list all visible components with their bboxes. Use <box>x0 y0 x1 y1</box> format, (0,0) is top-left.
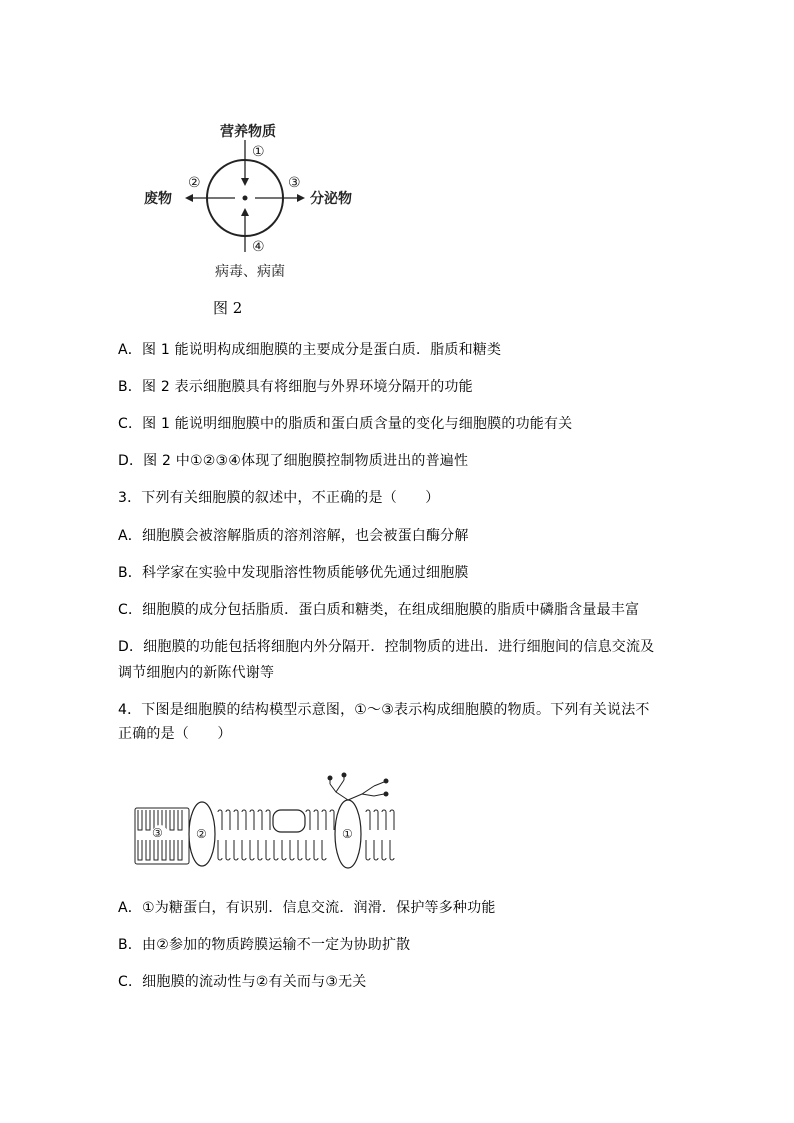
figure-2-diagram <box>130 110 380 290</box>
membrane-model-diagram <box>130 772 410 872</box>
q3-option-d-line2: 调节细胞内的新陈代谢等 <box>118 665 275 681</box>
marker-2: ② <box>196 827 207 841</box>
q3-option-a: A．细胞膜会被溶解脂质的溶剂溶解，也会被蛋白酶分解 <box>118 528 469 544</box>
marker-1: ① <box>342 827 353 841</box>
q2-option-b: B．图 2 表示细胞膜具有将细胞与外界环境分隔开的功能 <box>118 379 473 395</box>
q3-stem: 3．下列有关细胞膜的叙述中，不正确的是（ ） <box>118 490 440 506</box>
q3-option-c: C．细胞膜的成分包括脂质．蛋白质和糖类，在组成细胞膜的脂质中磷脂含量最丰富 <box>118 602 640 618</box>
q2-option-a: A．图 1 能说明构成细胞膜的主要成分是蛋白质．脂质和糖类 <box>118 342 502 358</box>
q4-stem-line2: 正确的是（ ） <box>118 726 232 742</box>
figure-2-caption: 图 2 <box>213 299 243 317</box>
sugar-chains <box>330 776 384 800</box>
q3-option-d-line1: D．细胞膜的功能包括将细胞内外分隔开．控制物质的进出．进行细胞间的信息交流及 <box>118 639 655 655</box>
label-viruses: 病毒、病菌 <box>215 264 285 280</box>
embedded-protein <box>273 810 305 832</box>
num-4: ④ <box>252 239 265 255</box>
q4-option-c: C．细胞膜的流动性与②有关而与③无关 <box>118 974 367 990</box>
protein-2 <box>189 802 215 866</box>
num-1: ① <box>252 144 265 160</box>
q3-option-b: B．科学家在实验中发现脂溶性物质能够优先通过细胞膜 <box>118 565 469 581</box>
arrow-waste-out <box>185 194 235 202</box>
num-3: ③ <box>288 175 301 191</box>
arrow-nutrients-in <box>241 140 249 186</box>
label-secretions: 分泌物 <box>310 191 352 207</box>
q4-option-a: A．①为糖蛋白，有识别．信息交流．润滑．保护等多种功能 <box>118 900 496 916</box>
q4-stem-line1: 4．下图是细胞膜的结构模型示意图，①～③表示构成细胞膜的物质。下列有关说法不 <box>118 702 650 718</box>
arrow-virus-in <box>241 208 249 252</box>
q4-option-b: B．由②参加的物质跨膜运输不一定为协助扩散 <box>118 937 411 953</box>
label-waste: 废物 <box>144 191 172 207</box>
marker-3: ③ <box>152 826 163 840</box>
q2-option-d: D．图 2 中①②③④体现了细胞膜控制物质进出的普遍性 <box>118 453 469 469</box>
arrow-secretion-out <box>255 194 305 202</box>
protein-3-label-group <box>152 825 167 840</box>
label-nutrients: 营养物质 <box>220 124 276 140</box>
cell-center-dot <box>243 196 248 201</box>
glycoprotein-1 <box>335 800 361 868</box>
q2-option-c: C．图 1 能说明细胞膜中的脂质和蛋白质含量的变化与细胞膜的功能有关 <box>118 416 573 432</box>
num-2: ② <box>188 175 201 191</box>
